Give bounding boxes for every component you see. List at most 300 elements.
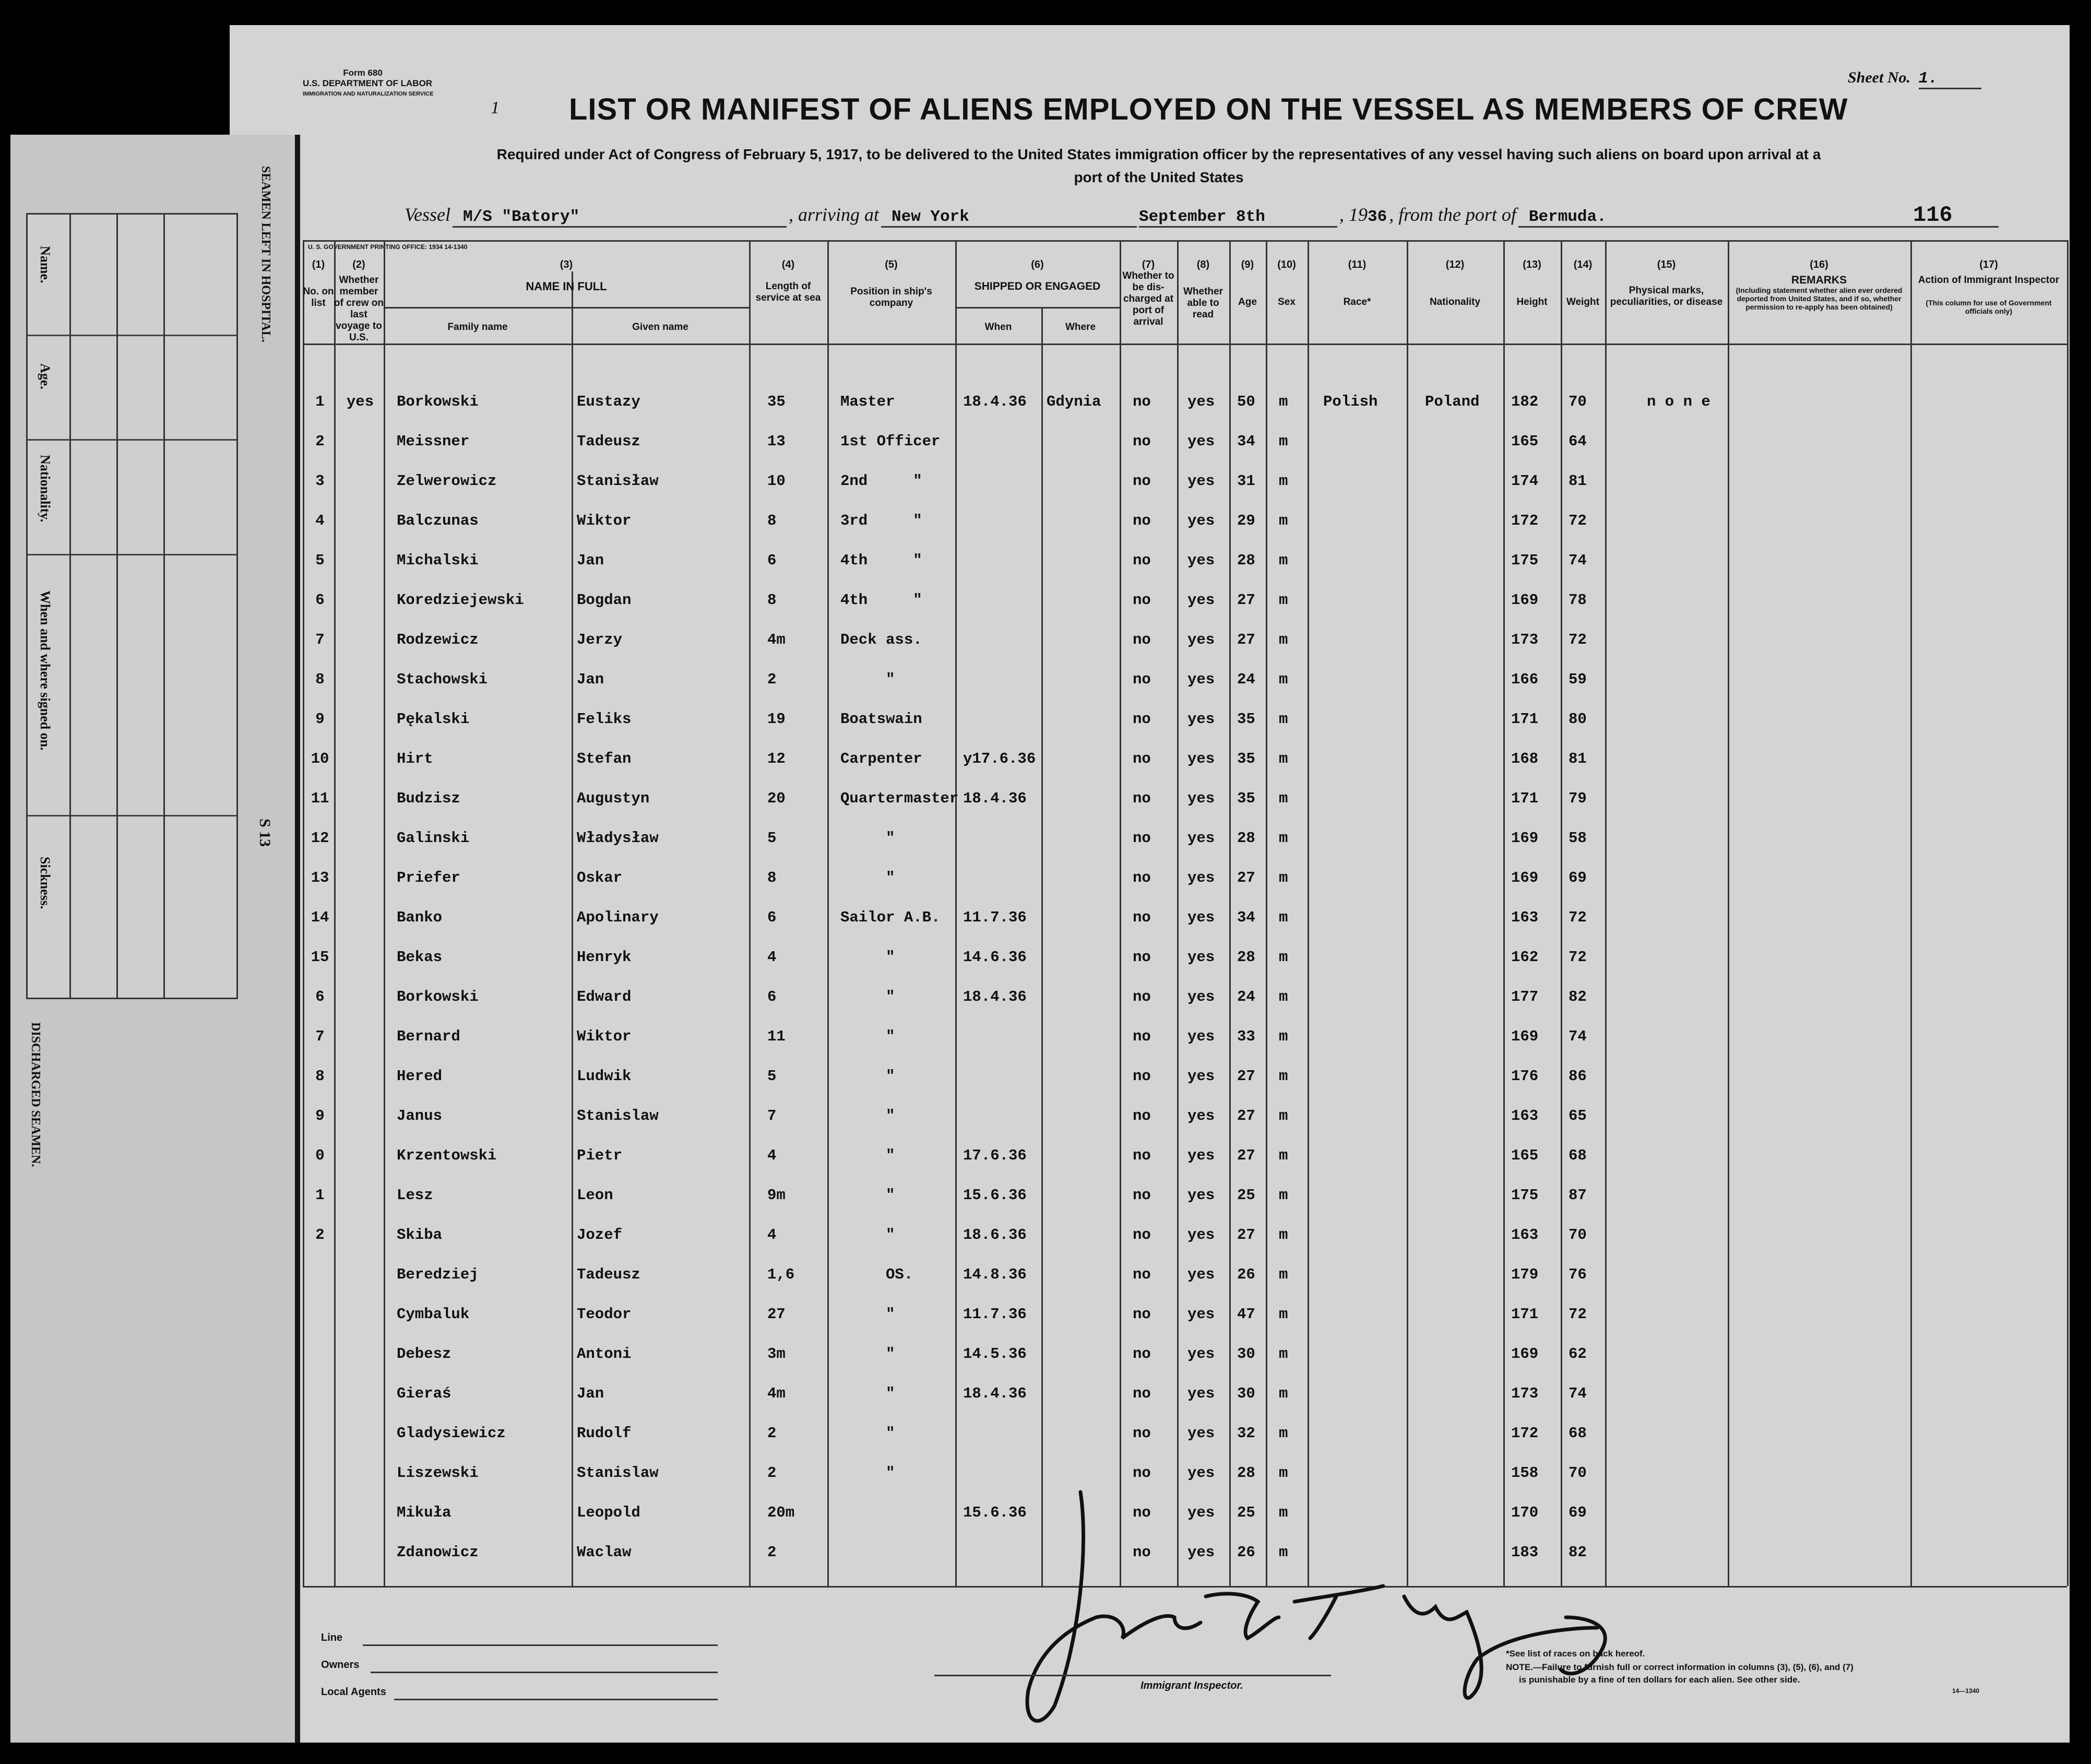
age-cell: 28 [1237,949,1255,966]
height-cell: 175 [1511,1187,1539,1204]
weight-cell: 65 [1569,1107,1587,1124]
discharged-cell: no [1133,1544,1151,1561]
able-read-cell: yes [1187,790,1215,807]
sex-cell: m [1279,1187,1288,1204]
family-name-cell: Borkowski [397,393,479,410]
weight-cell: 69 [1569,869,1587,886]
position-cell: " [840,869,895,886]
discharged-cell: no [1133,631,1151,648]
family-name-cell: Skiba [397,1226,443,1244]
family-name-cell: Bernard [397,1028,460,1045]
position-cell: " [840,1068,895,1085]
discharged-cell: no [1133,1306,1151,1323]
able-read-cell: yes [1187,1147,1215,1164]
footer-line-label: Line [321,1632,343,1643]
strip-rule [28,335,236,336]
height-cell: 177 [1511,988,1539,1005]
crew-row [230,1345,2067,1385]
family-name-cell: Zdanowicz [397,1544,479,1561]
sex-cell: m [1279,869,1288,886]
crew-row [230,711,2067,750]
crew-row [230,949,2067,988]
height-cell: 172 [1511,1425,1539,1442]
shipped-when-cell: 18.4.36 [963,988,1027,1005]
given-name-cell: Stanislaw [577,1464,659,1482]
discharged-seamen-strip [10,135,300,1743]
physical-marks-cell: n o n e [1647,393,1710,410]
discharged-cell: no [1133,909,1151,926]
weight-cell: 76 [1569,1266,1587,1283]
owners-field [371,1672,718,1673]
given-name-cell: Jan [577,552,604,569]
form-code: 14—1340 [1952,1687,1980,1695]
age-cell: 34 [1237,909,1255,926]
crew-row [230,1266,2067,1306]
given-name-cell: Stanislaw [577,1107,659,1124]
given-name-cell: Oskar [577,869,623,886]
position-cell: OS. [840,1266,913,1283]
sex-cell: m [1279,1028,1288,1045]
stamp-number: 116 [1913,203,1953,228]
age-cell: 27 [1237,1226,1255,1244]
given-name-cell: Ludwik [577,1068,632,1085]
header-given-name: Given name [632,322,688,333]
inspector-signature [882,1461,1681,1743]
height-cell: 169 [1511,830,1539,847]
family-name-cell: Zelwerowicz [397,472,497,490]
family-name-cell: Borkowski [397,988,479,1005]
service-cell: 9m [767,1187,786,1204]
header-length-service: Length of service at sea [755,281,821,303]
crew-row [230,988,2067,1028]
arrival-port: New York [881,208,1137,228]
position-cell: " [840,1226,895,1244]
shipped-when-cell: 18.6.36 [963,1226,1027,1244]
discharged-cell: no [1133,1028,1151,1045]
nationality-cell: Poland [1425,393,1480,410]
height-cell: 169 [1511,869,1539,886]
position-cell: 3rd " [840,512,922,529]
position-cell: Sailor A.B. [840,909,941,926]
shipped-subrule [955,307,1120,309]
family-name-cell: Balczunas [397,512,479,529]
service-cell: 2 [767,1425,777,1442]
subtitle-line-2: port of the United States [1074,169,1244,185]
discharged-cell: no [1133,1068,1151,1085]
able-read-cell: yes [1187,1068,1215,1085]
row-number: 3 [315,472,325,490]
subtitle [298,143,2020,189]
given-name-cell: Henryk [577,949,632,966]
able-read-cell: yes [1187,1266,1215,1283]
weight-cell: 68 [1569,1425,1587,1442]
row-number: 7 [315,1028,325,1045]
weight-cell: 58 [1569,830,1587,847]
sex-cell: m [1279,1107,1288,1124]
sheet-label: Sheet No. [1848,69,1910,86]
header-discharged: Whether to be dis-charged at port of arrival [1122,270,1174,327]
position-cell: " [840,830,895,847]
able-read-cell: yes [1187,750,1215,767]
position-cell: Quartermaster [840,790,959,807]
crew-row [230,790,2067,830]
able-read-cell: yes [1187,1504,1215,1521]
sex-cell: m [1279,711,1288,728]
position-cell: " [840,1385,895,1402]
row-number: 6 [315,988,325,1005]
discharged-cell: no [1133,552,1151,569]
sheet-number [1848,69,1981,89]
page-mark: 1 [491,98,500,117]
position-cell: 4th " [840,552,922,569]
position-cell: Master [840,393,895,410]
shipped-when-cell: 14.5.36 [963,1345,1027,1363]
header-bottom-rule [303,344,2067,345]
able-read-cell: yes [1187,591,1215,609]
age-cell: 24 [1237,988,1255,1005]
given-name-cell: Stanisław [577,472,659,490]
age-cell: 27 [1237,631,1255,648]
position-cell: Deck ass. [840,631,922,648]
age-cell: 34 [1237,433,1255,450]
service-cell: 8 [767,869,777,886]
sheet-value: 1. [1919,69,1981,89]
sex-cell: m [1279,1425,1288,1442]
given-name-cell: Jerzy [577,631,623,648]
row-number: 6 [315,591,325,609]
age-cell: 35 [1237,711,1255,728]
col-number: (13) [1523,259,1541,270]
position-cell: " [840,1028,895,1045]
able-read-cell: yes [1187,1187,1215,1204]
col-number: (4) [781,259,795,270]
sex-cell: m [1279,1544,1288,1561]
discharged-cell: no [1133,433,1151,450]
sex-cell: m [1279,1464,1288,1482]
shipped-when-cell: 11.7.36 [963,909,1027,926]
able-read-cell: yes [1187,631,1215,648]
weight-cell: 74 [1569,552,1587,569]
able-read-cell: yes [1187,393,1215,410]
able-read-cell: yes [1187,949,1215,966]
sex-cell: m [1279,988,1288,1005]
weight-cell: 70 [1569,1226,1587,1244]
sex-cell: m [1279,1306,1288,1323]
header-height: Height [1516,297,1548,307]
col-number: (3) [560,259,573,270]
discharged-cell: no [1133,1464,1151,1482]
discharged-cell: no [1133,830,1151,847]
age-cell: 26 [1237,1544,1255,1561]
position-cell: " [840,671,895,688]
row-number: 0 [315,1147,325,1164]
col-number: (11) [1348,259,1367,270]
able-read-cell: yes [1187,988,1215,1005]
col-number: (1) [312,259,325,270]
given-name-cell: Władysław [577,830,659,847]
given-name-cell: Apolinary [577,909,659,926]
weight-cell: 72 [1569,909,1587,926]
service-cell: 4 [767,1226,777,1244]
row-number: 2 [315,433,325,450]
header-physical-marks: Physical marks, peculiarities, or disease [1610,285,1723,307]
discharged-cell: no [1133,750,1151,767]
col-number: (10) [1277,259,1296,270]
service-cell: 3m [767,1345,786,1363]
service-cell: 4m [767,1385,786,1402]
row-number: 7 [315,631,325,648]
family-name-cell: Beredziej [397,1266,479,1283]
position-cell: " [840,1147,895,1164]
height-cell: 172 [1511,512,1539,529]
sex-cell: m [1279,1504,1288,1521]
age-cell: 25 [1237,1504,1255,1521]
age-cell: 25 [1237,1187,1255,1204]
family-name-cell: Pękalski [397,711,470,728]
able-read-cell: yes [1187,552,1215,569]
family-name-cell: Mikuła [397,1504,452,1521]
able-read-cell: yes [1187,869,1215,886]
shipped-when-cell: y17.6.36 [963,750,1036,767]
crew-row [230,1385,2067,1425]
given-name-cell: Antoni [577,1345,632,1363]
age-cell: 32 [1237,1425,1255,1442]
able-read-cell: yes [1187,472,1215,490]
subtitle-line-1: Required under Act of Congress of February 5, 1917, to be delivered to the United States immigration officer by the representatives of any vessel having such aliens on board upon arrival at a [496,146,1821,162]
crew-row [230,393,2067,433]
height-cell: 174 [1511,472,1539,490]
discharged-cell: no [1133,512,1151,529]
height-cell: 169 [1511,591,1539,609]
row-number: 11 [311,790,329,807]
row-number: 9 [315,711,325,728]
family-name-cell: Galinski [397,830,470,847]
col-number: (2) [352,259,365,270]
shipped-when-cell: 15.6.36 [963,1187,1027,1204]
strip-discharged-label: DISCHARGED SEAMEN. [29,1022,42,1167]
age-cell: 33 [1237,1028,1255,1045]
weight-cell: 70 [1569,393,1587,410]
weight-cell: 80 [1569,711,1587,728]
family-name-cell: Michalski [397,552,479,569]
able-read-cell: yes [1187,711,1215,728]
given-name-cell: Stefan [577,750,632,767]
weight-cell: 82 [1569,1544,1587,1561]
department-name: U.S. DEPARTMENT OF LABOR [303,78,433,88]
header-where: Where [1065,322,1096,333]
header-weight: Weight [1566,297,1599,307]
family-name-cell: Debesz [397,1345,452,1363]
discharged-cell: no [1133,1187,1151,1204]
age-cell: 28 [1237,1464,1255,1482]
service-cell: 1,6 [767,1266,795,1283]
crew-row [230,1306,2067,1345]
weight-cell: 79 [1569,790,1587,807]
discharged-cell: no [1133,988,1151,1005]
row-number: 14 [311,909,329,926]
race-cell: Polish [1323,393,1378,410]
col-number: (9) [1241,259,1254,270]
position-cell: " [840,1187,895,1204]
given-name-cell: Jan [577,1385,604,1402]
voyage-line [405,204,1999,228]
sex-cell: m [1279,1226,1288,1244]
sex-cell: m [1279,909,1288,926]
position-cell: " [840,1464,895,1482]
family-name-cell: Banko [397,909,443,926]
age-cell: 24 [1237,671,1255,688]
age-cell: 28 [1237,552,1255,569]
family-name-cell: Janus [397,1107,443,1124]
given-name-cell: Waclaw [577,1544,632,1561]
footer-owners-label: Owners [321,1659,360,1671]
discharged-cell: no [1133,393,1151,410]
col-number: (6) [1031,259,1044,270]
discharged-cell: no [1133,1147,1151,1164]
strip-table [26,213,238,999]
fine-note-2: is punishable by a fine of ten dollars for each alien. See other side. [1519,1675,1800,1685]
col-number: (14) [1573,259,1593,270]
header-name-in-full: NAME IN FULL [526,280,607,293]
header-able-read: Whether able to read [1183,286,1223,320]
weight-cell: 81 [1569,750,1587,767]
height-cell: 171 [1511,711,1539,728]
crew-row [230,1068,2067,1107]
height-cell: 163 [1511,1107,1539,1124]
weight-cell: 70 [1569,1464,1587,1482]
discharged-cell: no [1133,671,1151,688]
col-rule [2067,240,2069,1586]
service-cell: 7 [767,1107,777,1124]
service-cell: 5 [767,1068,777,1085]
height-cell: 171 [1511,790,1539,807]
inspector-field [934,1675,1331,1676]
fine-note: NOTE.—Failure to furnish full or correct information in columns (3), (5), (6), and (7) [1506,1662,1854,1672]
sex-cell: m [1279,949,1288,966]
departure-port: Bermuda. [1518,208,1999,228]
arriving-label: , arriving at [788,204,879,225]
shipped-when-cell: 18.4.36 [963,1385,1027,1402]
sex-cell: m [1279,1068,1288,1085]
strip-col-rule [116,215,118,998]
position-cell: Carpenter [840,750,922,767]
agents-field [394,1699,718,1700]
age-cell: 27 [1237,869,1255,886]
strip-marks: S 13 [256,819,274,847]
weight-cell: 62 [1569,1345,1587,1363]
able-read-cell: yes [1187,512,1215,529]
sex-cell: m [1279,433,1288,450]
position-cell: " [840,1306,895,1323]
age-cell: 27 [1237,1107,1255,1124]
row-number: 10 [311,750,329,767]
discharged-cell: no [1133,1504,1151,1521]
discharged-cell: no [1133,869,1151,886]
crew-row [230,1187,2067,1226]
row-number: 4 [315,512,325,529]
weight-cell: 78 [1569,591,1587,609]
family-name-cell: Cymbaluk [397,1306,470,1323]
inspector-label: Immigrant Inspector. [1140,1680,1243,1691]
family-name-cell: Hered [397,1068,443,1085]
weight-cell: 82 [1569,988,1587,1005]
sex-cell: m [1279,671,1288,688]
strip-col-rule [163,215,165,998]
col-number: (15) [1657,259,1676,270]
signature-text: John F. Whigby [1550,1732,1554,1733]
crew-row [230,591,2067,631]
vessel-label: Vessel [405,204,450,225]
service-cell: 20 [767,790,786,807]
strip-rule [28,554,236,555]
row-number: 2 [315,1226,325,1244]
service-cell: 6 [767,909,777,926]
able-read-cell: yes [1187,1544,1215,1561]
sex-cell: m [1279,1147,1288,1164]
arrival-year: 36 [1368,208,1387,226]
sex-cell: m [1279,472,1288,490]
position-cell: 2nd " [840,472,922,490]
service-cell: 12 [767,750,786,767]
given-name-cell: Edward [577,988,632,1005]
sex-cell: m [1279,552,1288,569]
height-cell: 169 [1511,1028,1539,1045]
age-cell: 27 [1237,1068,1255,1085]
header-action-note: (This column for use of Government officials only) [1926,299,2052,315]
family-name-cell: Stachowski [397,671,488,688]
service-cell: 6 [767,988,777,1005]
able-read-cell: yes [1187,1028,1215,1045]
position-cell: " [840,949,895,966]
service-cell: 4 [767,1147,777,1164]
weight-cell: 74 [1569,1028,1587,1045]
row-number: 8 [315,1068,325,1085]
last-voyage-cell: yes [346,393,374,410]
position-cell: " [840,1107,895,1124]
service-cell: 2 [767,671,777,688]
shipped-when-cell: 15.6.36 [963,1504,1027,1521]
sex-cell: m [1279,1266,1288,1283]
crew-row [230,750,2067,790]
sex-cell: m [1279,1345,1288,1363]
family-name-cell: Lesz [397,1187,433,1204]
col-number: (16) [1810,259,1828,270]
given-name-cell: Augustyn [577,790,650,807]
service-cell: 10 [767,472,786,490]
age-cell: 26 [1237,1266,1255,1283]
row-number: 5 [315,552,325,569]
weight-cell: 86 [1569,1068,1587,1085]
table-top-rule [303,240,2067,242]
able-read-cell: yes [1187,1226,1215,1244]
strip-when-where-label: When and where signed on. [38,590,53,751]
able-read-cell: yes [1187,1425,1215,1442]
row-number: 13 [311,869,329,886]
weight-cell: 72 [1569,949,1587,966]
able-read-cell: yes [1187,1306,1215,1323]
given-name-cell: Wiktor [577,512,632,529]
weight-cell: 81 [1569,472,1587,490]
shipped-when-cell: 17.6.36 [963,1147,1027,1164]
given-name-cell: Bogdan [577,591,632,609]
age-cell: 27 [1237,1147,1255,1164]
family-name-cell: Hirt [397,750,433,767]
service-cell: 2 [767,1544,777,1561]
weight-cell: 64 [1569,433,1587,450]
service-cell: 20m [767,1504,795,1521]
service-cell: 4 [767,949,777,966]
position-cell: 1st Officer [840,433,941,450]
